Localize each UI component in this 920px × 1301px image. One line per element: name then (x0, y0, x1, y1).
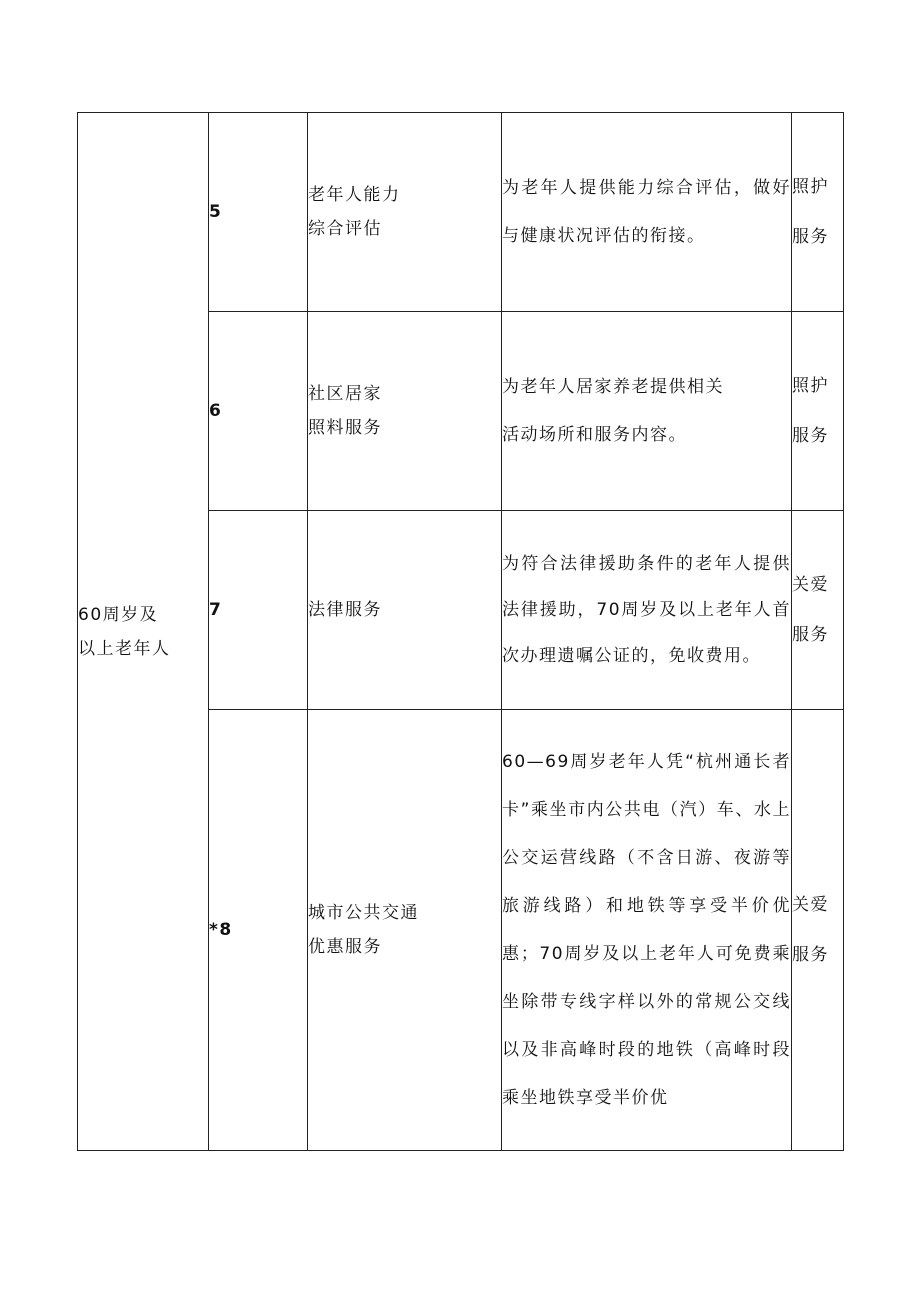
service-item: 老年人能力 综合评估 (308, 185, 401, 239)
service-category: 照护服务 (792, 376, 829, 446)
service-item-cell (308, 710, 502, 1151)
services-table (77, 112, 844, 1151)
row-number: 7 (209, 600, 223, 620)
table-row (78, 113, 844, 312)
row-number: *8 (209, 920, 233, 940)
service-item: 城市公共交通 优惠服务 (308, 903, 419, 957)
service-description: 为符合法律援助条件的老年人提供法律援助，70周岁及以上老年人首次办理遗嘱公证的，免收费用。 (502, 554, 791, 666)
service-category-cell (792, 511, 844, 710)
group-label-cell (78, 113, 209, 1151)
service-category-cell (792, 312, 844, 511)
service-item: 法律服务 (308, 600, 382, 620)
service-description-cell (502, 113, 792, 312)
row-number: 6 (209, 401, 223, 421)
service-category: 照护服务 (792, 177, 829, 247)
row-number-cell (209, 511, 308, 710)
service-category-cell (792, 710, 844, 1151)
row-number-cell (209, 312, 308, 511)
row-number-cell (209, 113, 308, 312)
service-category: 关爱服务 (792, 895, 829, 965)
service-description: 为老年人提供能力综合评估，做好与健康状况评估的衔接。 (502, 178, 791, 246)
group-label: 60周岁及 以上老年人 (78, 604, 171, 659)
row-number-cell (209, 710, 308, 1151)
service-description-cell (502, 710, 792, 1151)
service-item-cell (308, 113, 502, 312)
service-description: 60—69周岁老年人凭“杭州通长者卡”乘坐市内公共电（汽）车、水上公交运营线路（不含日游、夜游等旅游线路）和地铁等享受半价优惠；70周岁及以上老年人可免费乘坐除带专线字样以外的常规公交线以及非高峰时段的地铁（高峰时段乘坐地铁享受半价优 (502, 752, 791, 1108)
service-item-cell (308, 312, 502, 511)
service-item: 社区居家 照料服务 (308, 384, 382, 438)
service-category-cell (792, 113, 844, 312)
service-description-cell (502, 511, 792, 710)
service-item-cell (308, 511, 502, 710)
service-category: 关爱服务 (792, 575, 829, 645)
row-number: 5 (209, 202, 223, 222)
service-description: 为老年人居家养老提供相关 活动场所和服务内容。 (502, 377, 724, 445)
service-description-cell (502, 312, 792, 511)
